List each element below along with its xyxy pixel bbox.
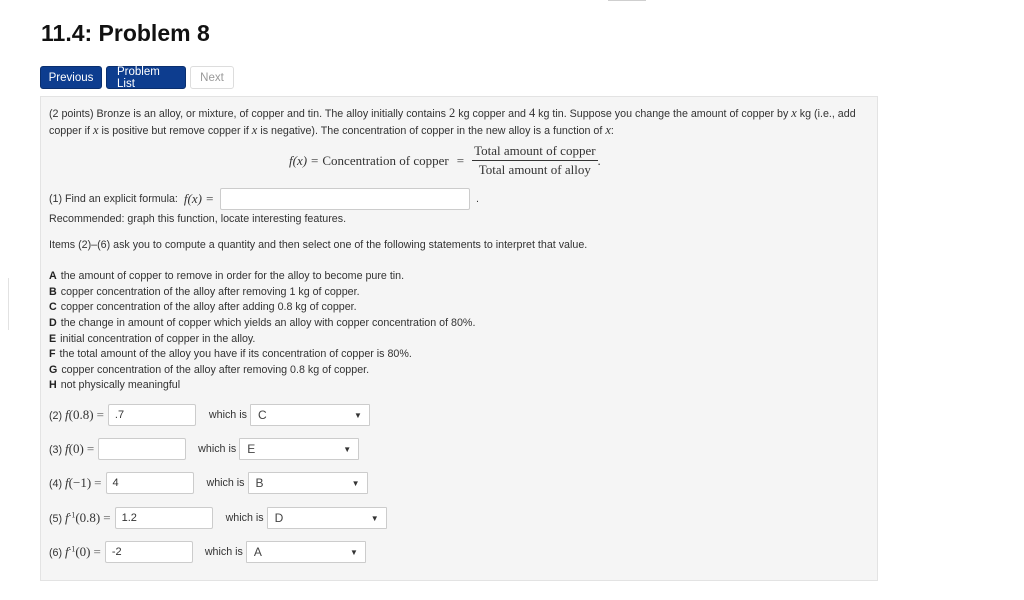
problem-nav xyxy=(40,66,234,89)
question-number: (3) xyxy=(49,444,63,456)
formula-fraction xyxy=(472,143,597,178)
option-d xyxy=(49,317,475,329)
formula-lhs: f(x) xyxy=(289,152,308,168)
option-letter: E xyxy=(49,333,57,345)
equals-sign: = xyxy=(103,510,111,525)
question-6-input[interactable]: -2 xyxy=(105,541,193,563)
question-2-row xyxy=(49,404,370,426)
question-4-select[interactable] xyxy=(248,472,368,494)
question-5-select[interactable] xyxy=(267,507,387,529)
next-button[interactable]: Next xyxy=(190,66,234,89)
function-argument: (0.8) xyxy=(75,510,101,525)
option-b xyxy=(49,286,360,298)
question-3-select[interactable] xyxy=(239,438,359,460)
function-symbol: f xyxy=(65,441,69,456)
variable-x: x xyxy=(791,106,797,120)
formula-period: . xyxy=(597,152,601,168)
selected-option: E xyxy=(247,442,256,456)
question-number: (2) xyxy=(49,410,63,422)
previous-button[interactable]: Previous xyxy=(40,66,102,89)
question-6-select[interactable] xyxy=(246,541,366,563)
intro-text: is positive but remove copper if xyxy=(98,125,252,137)
question-6-label xyxy=(49,544,101,560)
option-letter: C xyxy=(49,301,57,313)
fraction-numerator: Total amount of copper xyxy=(472,143,597,161)
function-symbol: f xyxy=(65,407,69,422)
inverse-superscript: -1 xyxy=(68,544,76,554)
variable-x: x xyxy=(605,123,611,137)
problem-intro xyxy=(49,105,867,139)
problem-panel xyxy=(40,96,878,581)
option-letter: D xyxy=(49,317,57,329)
question-3-row xyxy=(49,438,359,460)
question-2-select[interactable] xyxy=(250,404,370,426)
which-is-label: which is xyxy=(198,443,237,455)
selected-option: C xyxy=(257,408,267,422)
concentration-formula xyxy=(289,143,601,178)
option-text: the amount of copper to remove in order for the alloy to become pure tin. xyxy=(60,270,405,282)
option-letter: F xyxy=(49,348,56,360)
question-3-label xyxy=(49,441,94,457)
question-number: (4) xyxy=(49,478,63,490)
option-text: copper concentration of the alloy after removing 0.8 kg of copper. xyxy=(61,364,370,376)
option-f xyxy=(49,348,412,360)
selected-option: B xyxy=(255,476,264,490)
option-text: the total amount of the alloy you have if its concentration of copper is 80%. xyxy=(59,348,412,360)
equals-sign: = xyxy=(86,441,95,456)
question-2-label xyxy=(49,407,104,423)
which-is-label: which is xyxy=(225,512,264,524)
function-argument: (0) xyxy=(68,441,84,456)
copper-quantity: 2 xyxy=(449,106,456,120)
option-letter: B xyxy=(49,286,57,298)
option-c xyxy=(49,301,357,313)
which-is-label: which is xyxy=(204,546,243,558)
equals-sign: = xyxy=(93,544,101,559)
option-letter: G xyxy=(49,364,58,376)
option-a xyxy=(49,270,404,282)
equals-sign: = xyxy=(96,407,104,422)
formula-answer-input[interactable] xyxy=(220,188,470,210)
function-argument: (0) xyxy=(75,544,91,559)
option-letter: H xyxy=(49,379,57,391)
question-3-input[interactable] xyxy=(98,438,186,460)
variable-x: x xyxy=(251,123,258,137)
recommended-note: Recommended: graph this function, locate interesting features. xyxy=(49,213,347,225)
function-symbol: f xyxy=(65,475,69,490)
question-2-input[interactable]: .7 xyxy=(108,404,196,426)
question-4-row xyxy=(49,472,368,494)
selected-option: D xyxy=(274,511,284,525)
question-5-input[interactable]: 1.2 xyxy=(115,507,213,529)
items-instructions: Items (2)–(6) ask you to compute a quantity and then select one of the following statements to interpret that value. xyxy=(49,239,588,251)
option-g xyxy=(49,364,369,376)
function-argument: (0.8) xyxy=(68,407,94,422)
dropdown-arrow-icon: ▼ xyxy=(370,513,379,523)
option-text: initial concentration of copper in the alloy. xyxy=(60,333,256,345)
formula-middle: Concentration of copper xyxy=(322,152,449,168)
function-symbol: f xyxy=(65,544,69,559)
question-4-label xyxy=(49,475,102,491)
tin-quantity: 4 xyxy=(528,106,536,120)
option-e xyxy=(49,333,255,345)
dropdown-arrow-icon: ▼ xyxy=(354,410,362,420)
which-is-label: which is xyxy=(208,409,247,421)
selected-option: A xyxy=(253,545,262,559)
question-4-input[interactable]: 4 xyxy=(106,472,194,494)
inverse-superscript: -1 xyxy=(68,510,76,520)
dropdown-arrow-icon: ▼ xyxy=(343,444,352,454)
problem-list-button[interactable]: Problem List xyxy=(106,66,186,89)
formula-equals: = xyxy=(311,152,319,168)
question-1-period: . xyxy=(475,193,479,205)
equals-sign: = xyxy=(94,475,102,490)
intro-text: kg (i.e., add copper if xyxy=(49,108,856,137)
question-number: (5) xyxy=(49,513,63,525)
option-letter: A xyxy=(49,270,57,282)
option-text: not physically meaningful xyxy=(60,379,181,391)
question-6-row xyxy=(49,541,366,563)
option-h xyxy=(49,379,180,391)
question-number: (6) xyxy=(49,547,63,559)
question-1-label: (1) Find an explicit formula: xyxy=(49,193,178,205)
left-edge-mark xyxy=(8,278,9,330)
question-5-row xyxy=(49,507,387,529)
dropdown-arrow-icon: ▼ xyxy=(349,547,358,557)
variable-x: x xyxy=(92,123,99,137)
option-text: copper concentration of the alloy after adding 0.8 kg of copper. xyxy=(60,301,357,313)
fraction-denominator: Total amount of alloy xyxy=(478,162,591,177)
top-divider xyxy=(608,0,646,1)
intro-text: is negative). The concentration of copper in the new alloy is a function of xyxy=(257,125,606,137)
intro-text: kg copper and xyxy=(455,108,529,120)
which-is-label: which is xyxy=(206,477,245,489)
intro-text: (2 points) Bronze is an alloy, or mixture, of copper and tin. The alloy initially contains xyxy=(49,108,449,120)
question-1-expression: f(x) = xyxy=(183,191,214,206)
option-text: copper concentration of the alloy after removing 1 kg of copper. xyxy=(60,286,360,298)
formula-equals: = xyxy=(456,152,465,168)
question-5-label xyxy=(49,510,111,526)
function-argument: (−1) xyxy=(68,475,92,490)
option-text: the change in amount of copper which yields an alloy with copper concentration of 80%. xyxy=(60,317,476,329)
intro-text: : xyxy=(610,125,614,137)
intro-text: kg tin. Suppose you change the amount of copper by xyxy=(535,108,792,120)
question-1-row xyxy=(49,188,479,210)
function-symbol: f xyxy=(65,510,69,525)
page-title: 11.4: Problem 8 xyxy=(41,20,210,46)
dropdown-arrow-icon: ▼ xyxy=(351,478,360,488)
